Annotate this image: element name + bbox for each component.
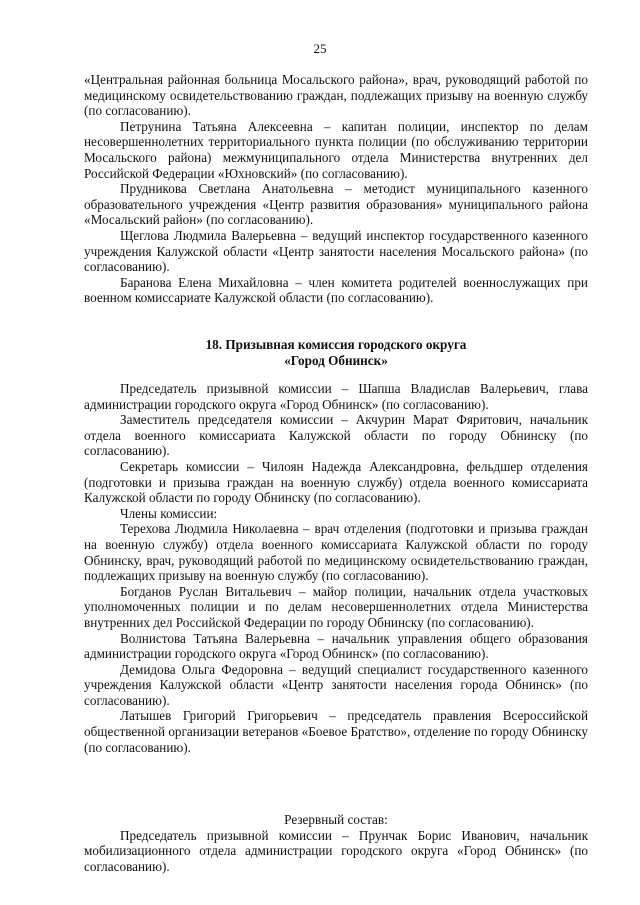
intro-paragraph: Щеглова Людмила Валерьевна – ведущий инспектор государственного казенного учреждения Калужской области «Центр занятости населения Мосальского района» (по согласованию). xyxy=(84,227,588,275)
intro-paragraph: «Центральная районная больница Мосальского района», врач, руководящий работой по медицинскому освидетельствованию граждан, подлежащих призыву на военную службу (по согласованию). xyxy=(84,72,588,119)
section-heading-line2: «Город Обнинск» xyxy=(284,352,388,368)
secretary-paragraph: Секретарь комиссии – Чилоян Надежда Александровна, фельдшер отделения (подготовки и призыва граждан на военную службу) отдела военного комиссариата Калужской области по городу Обнинску (по согласованию). xyxy=(84,458,588,506)
deputy-paragraph: Заместитель председателя комиссии – Акчурин Марат Фяритович, начальник отдела военного комиссариата Калужской области по городу Обнинску (по согласованию). xyxy=(84,412,588,459)
member-paragraph: Терехова Людмила Николаевна – врач отделения (подготовки и призыва граждан на военную службу) отдела военного комиссариата Калужской области по городу Обнинску, врач, руководящий работой по медицинскому освидетельствованию граждан, подлежащих призыву на военную службу (по согласованию). xyxy=(84,521,588,584)
section-heading-line1: 18. Призывная комиссия городского округа xyxy=(205,337,467,352)
intro-paragraph: Петрунина Татьяна Алексеевна – капитан полиции, инспектор по делам несовершеннолетних территориального пункта полиции (по обслуживанию территории Мосальского района) межмуниципального отдела Министерства внутренних дел Российской Федерации «Юхновский» (по согласованию). xyxy=(84,118,588,181)
intro-block xyxy=(84,72,588,306)
intro-paragraph: Баранова Елена Михайловна – член комитета родителей военнослужащих при военном комиссариате Калужской области (по согласованию). xyxy=(84,274,588,306)
reserve-block xyxy=(84,812,588,874)
member-paragraph: Демидова Ольга Федоровна – ведущий специалист государственного казенного учреждения Калужской области «Центр занятости населения города Обнинск» (по согласованию). xyxy=(84,661,588,708)
reserve-heading: Резервный состав: xyxy=(284,812,388,827)
commission-block xyxy=(84,381,588,755)
chairman-paragraph: Председатель призывной комиссии – Шапша Владислав Валерьевич, глава администрации городского округа «Город Обнинск» (по согласованию). xyxy=(84,381,588,412)
section-heading xyxy=(84,337,588,368)
member-paragraph: Латышев Григорий Григорьевич – председатель правления Всероссийской общественной организации ветеранов «Боевое Братство», отделение по городу Обнинску (по согласованию). xyxy=(84,708,588,755)
page-number: 25 xyxy=(313,41,327,56)
members-label: Члены комиссии: xyxy=(120,505,218,521)
member-paragraph: Волнистова Татьяна Валерьевна – начальник управления общего образования администрации городского округа «Город Обнинск» (по согласованию). xyxy=(84,630,588,662)
member-paragraph: Богданов Руслан Витальевич – майор полиции, начальник отдела участковых уполномоченных полиции и по делам несовершеннолетних отдела Министерства внутренних дел Российской Федерации по городу Обнинску (по согласованию). xyxy=(84,583,588,630)
reserve-chairman-paragraph: Председатель призывной комиссии – Прунчак Борис Иванович, начальник мобилизационного отдела администрации городского округа «Город Обнинск» (по согласованию). xyxy=(84,827,588,874)
intro-paragraph: Прудникова Светлана Анатольевна – методист муниципального казенного образовательного учреждения «Центр развития образования» муниципального района «Мосальский район» (по согласованию). xyxy=(84,181,588,228)
